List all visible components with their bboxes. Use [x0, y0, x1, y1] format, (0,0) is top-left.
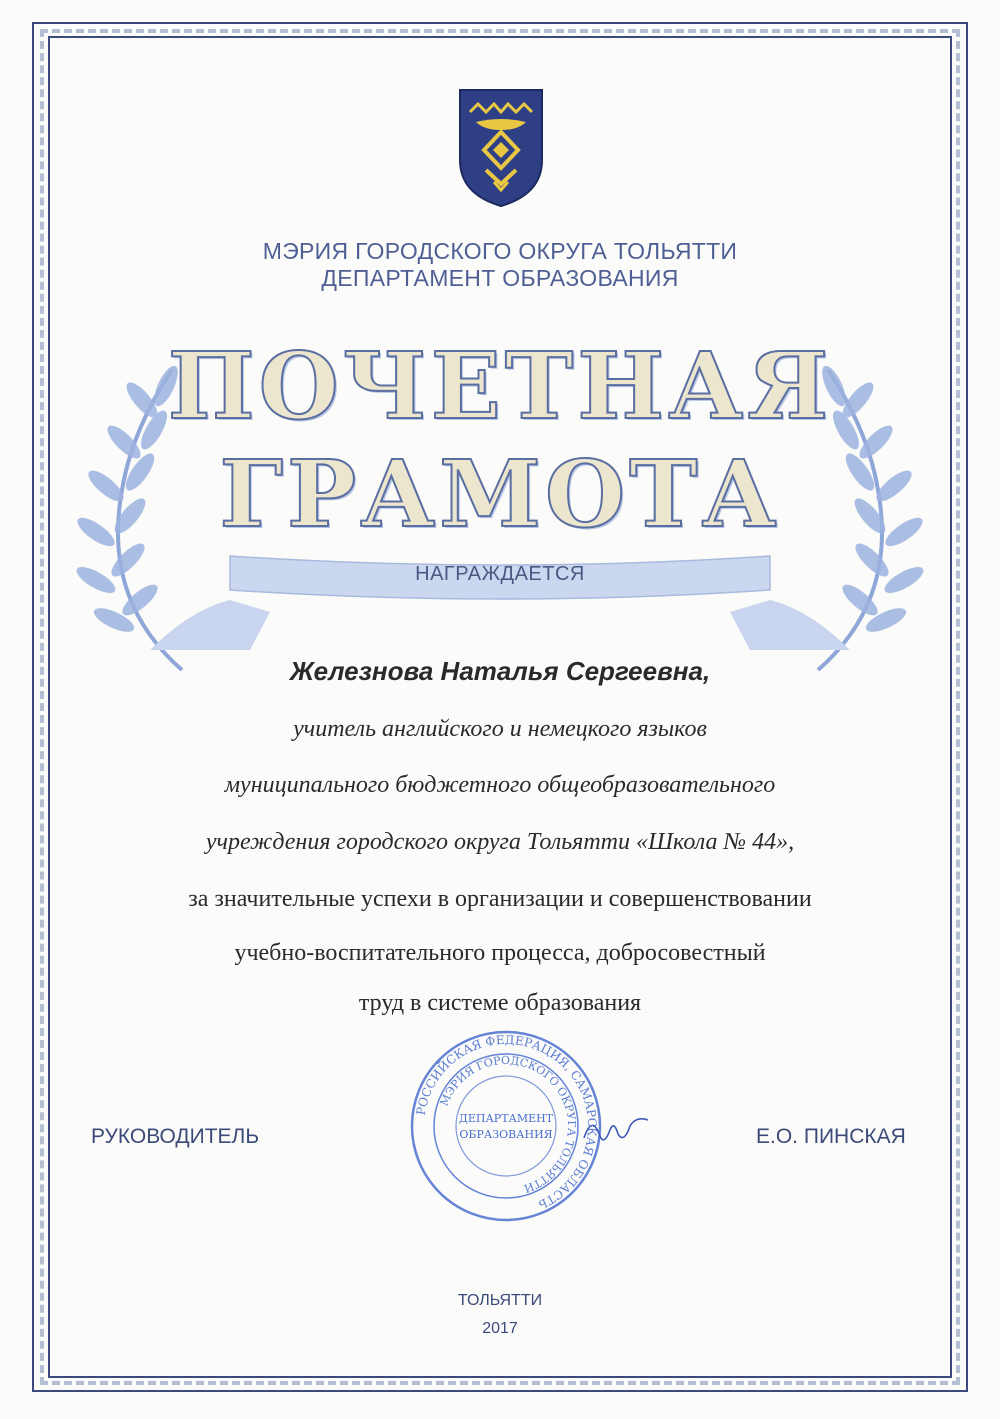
- reason-line: за значительные успехи в организации и совершенствовании: [188, 886, 812, 912]
- ribbon-banner: [150, 540, 850, 660]
- reason-line: труд в системе образования: [358, 990, 642, 1016]
- official-stamp: [408, 1028, 604, 1224]
- position-line: учреждения городского округа Тольятти «Школа № 44»,: [205, 829, 795, 855]
- handwritten-signature: [578, 1108, 653, 1153]
- award-label: НАГРАЖДАЕТСЯ: [415, 563, 585, 585]
- footer-year: 2017: [482, 1320, 518, 1337]
- signer-name: Е.О. ПИНСКАЯ: [756, 1125, 906, 1148]
- signer-role: РУКОВОДИТЕЛЬ: [91, 1125, 260, 1148]
- recipient-name: Железнова Наталья Сергеевна,: [289, 656, 711, 686]
- stamp-center-line-1: ДЕПАРТАМЕНТ: [458, 1112, 554, 1125]
- reason-line: учебно-воспитательного процесса, добросовестный: [234, 940, 766, 966]
- title-line-2: ГРАМОТА: [219, 440, 781, 548]
- stamp-outer-text: РОССИЙСКАЯ ФЕДЕРАЦИЯ, САМАРСКАЯ ОБЛАСТЬ: [413, 1032, 600, 1212]
- footer-city: ТОЛЬЯТТИ: [457, 1292, 543, 1309]
- issuer-line-1: МЭРИЯ ГОРОДСКОГО ОКРУГА ТОЛЬЯТТИ: [262, 238, 738, 264]
- position-line: учитель английского и немецкого языков: [293, 716, 707, 742]
- stamp-inner-text: МЭРИЯ ГОРОДСКОГО ОКРУГА ТОЛЬЯТТИ: [437, 1053, 579, 1196]
- title-line-1: ПОЧЕТНАЯ: [167, 332, 833, 440]
- stamp-center-line-2: ОБРАЗОВАНИЯ: [459, 1128, 553, 1141]
- issuer-line-2: ДЕПАРТАМЕНТ ОБРАЗОВАНИЯ: [321, 265, 679, 291]
- position-line: муниципального бюджетного общеобразовательного: [224, 772, 776, 798]
- coat-of-arms-icon: [456, 86, 546, 210]
